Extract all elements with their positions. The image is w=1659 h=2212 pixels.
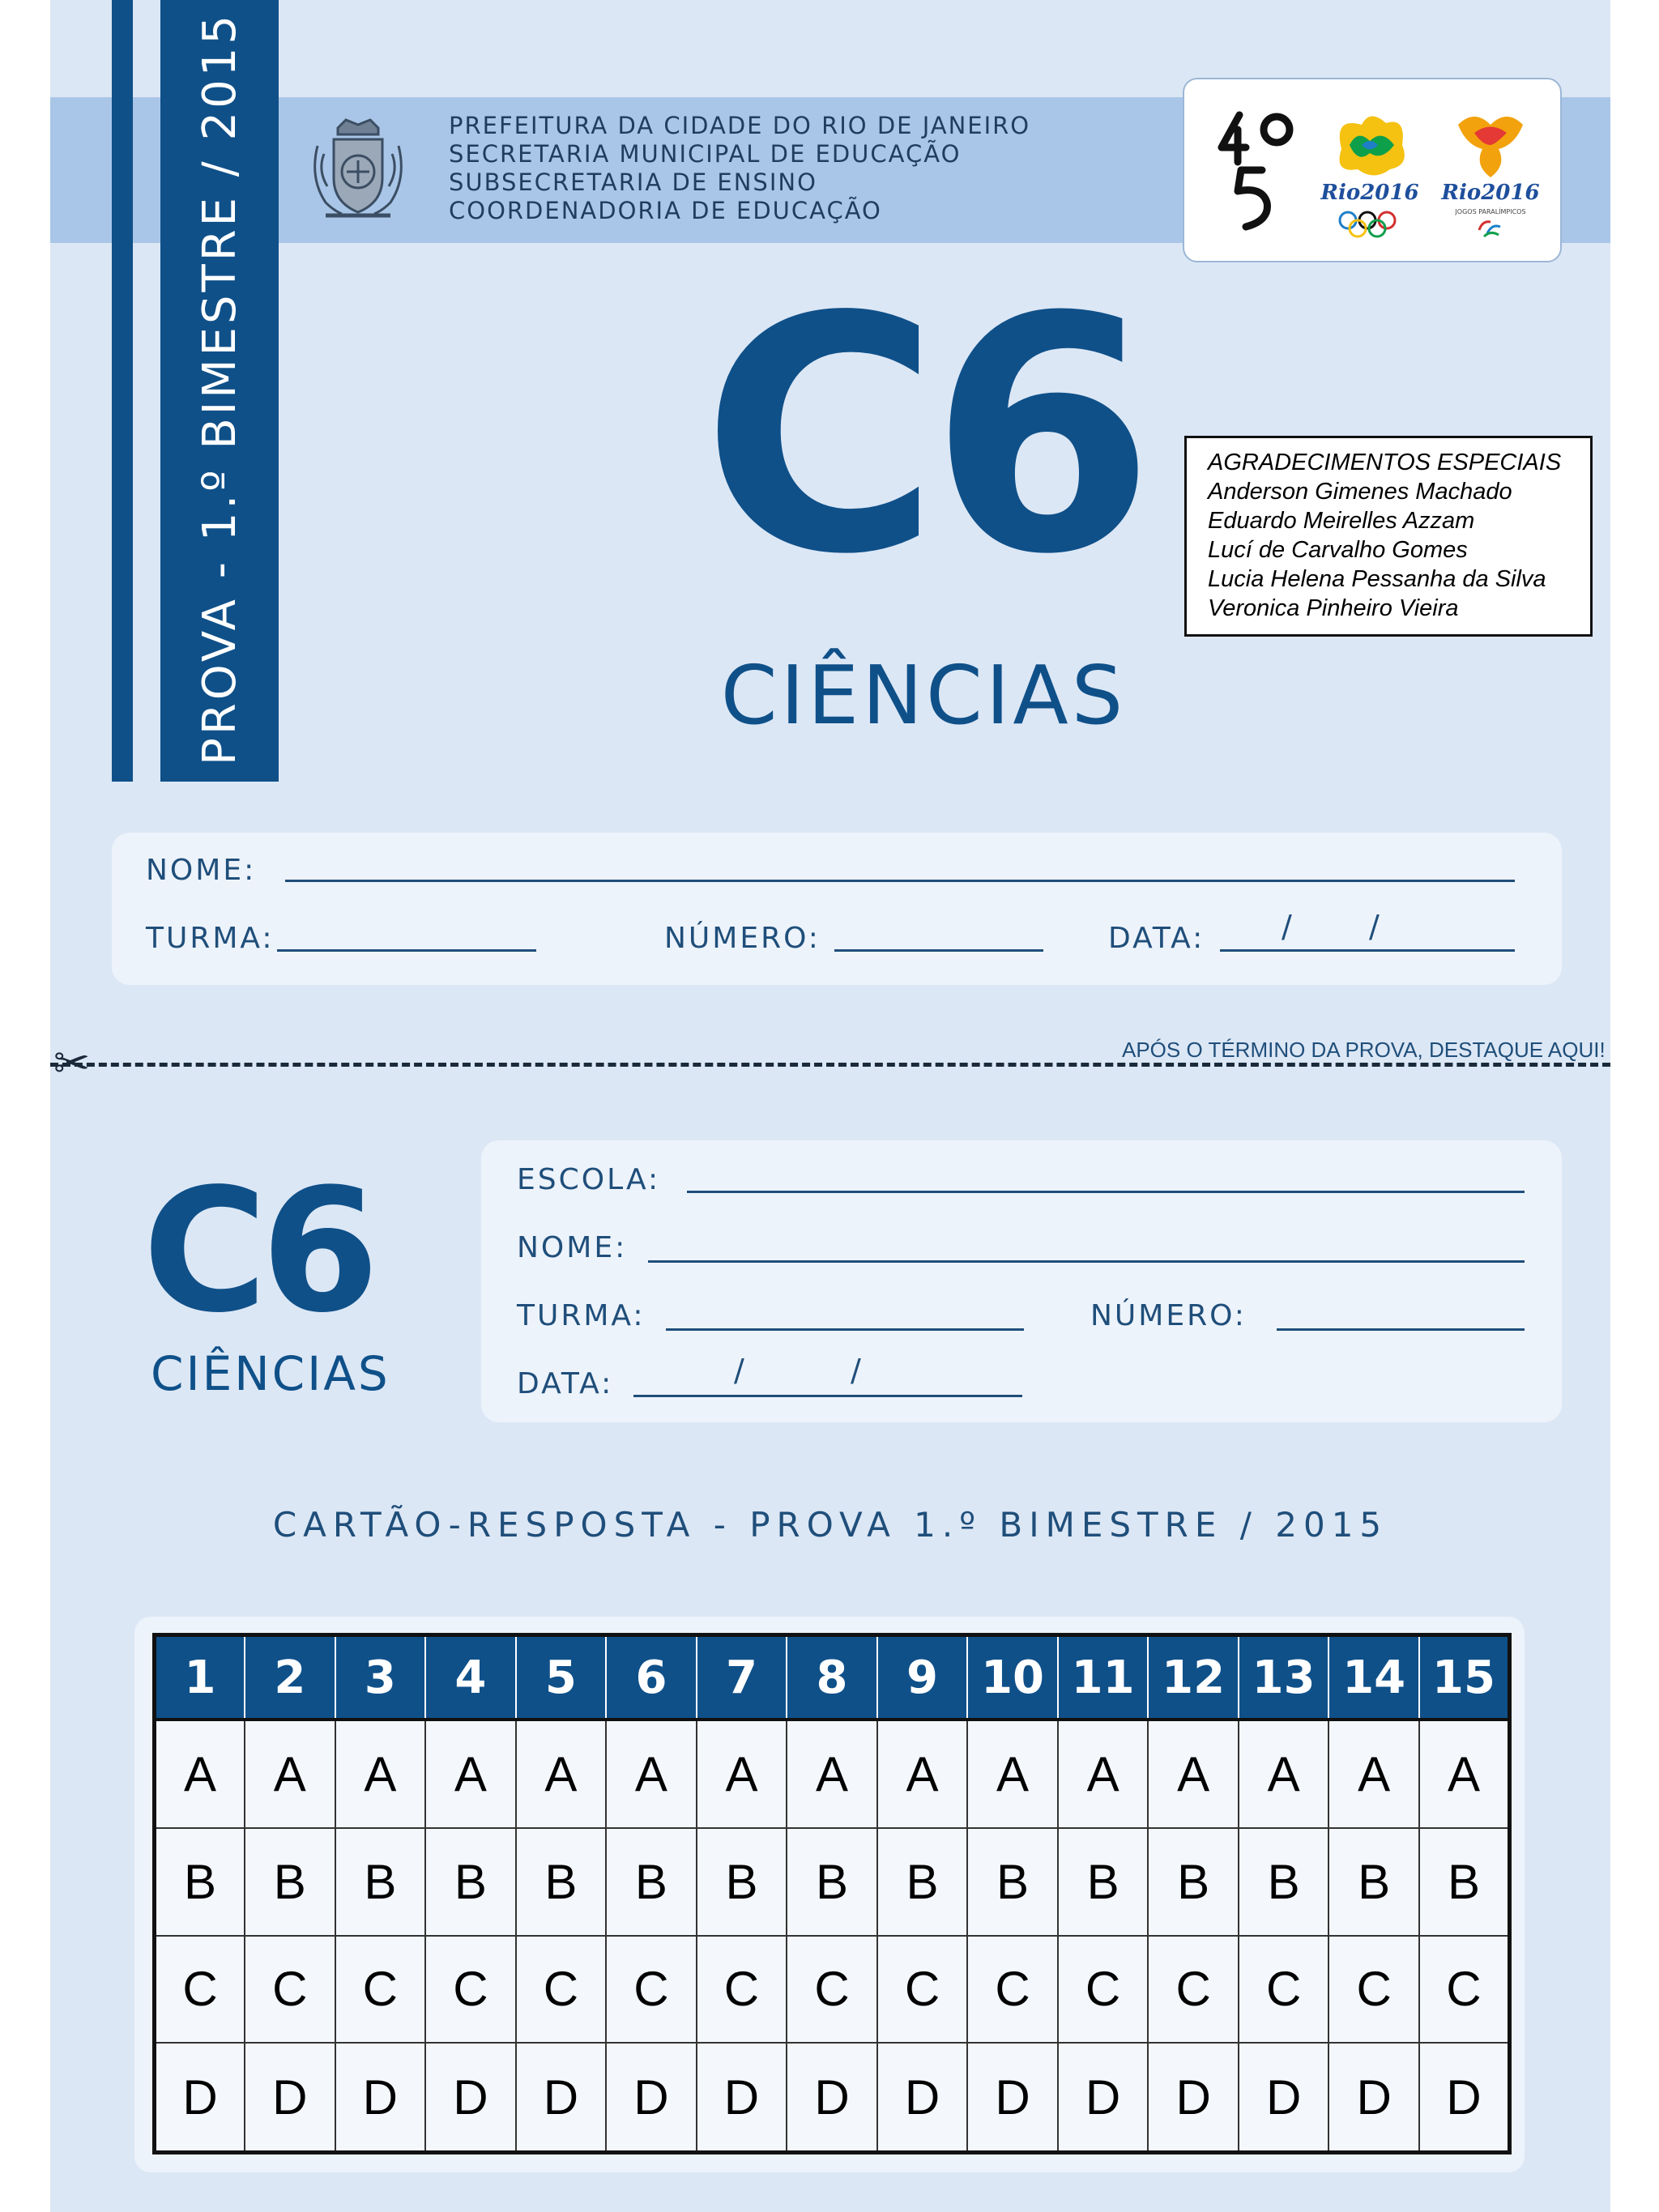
rio2016-paralympic-wordmark: Rio2016: [1441, 181, 1540, 205]
school-label: ESCOLA:: [517, 1163, 661, 1196]
institution-line-3: SUBSECRETARIA DE ENSINO: [449, 168, 817, 196]
acknowledgement-name: Veronica Pinheiro Vieira: [1208, 595, 1459, 621]
rio-450-years-logo: [1213, 105, 1303, 235]
option-row-c: [155, 1936, 1510, 2043]
question-number-13: 13: [1239, 1635, 1329, 1720]
answer-bubble-q14-c[interactable]: C: [1328, 1936, 1419, 2043]
question-number-10: 10: [967, 1635, 1058, 1720]
answer-bubble-q9-b[interactable]: B: [877, 1828, 968, 1935]
number-field[interactable]: [834, 949, 1043, 952]
answer-bubble-q7-a[interactable]: A: [697, 1720, 787, 1828]
name-field[interactable]: [285, 880, 1515, 882]
question-number-7: 7: [697, 1635, 787, 1720]
answer-bubble-q13-c[interactable]: C: [1239, 1936, 1329, 2043]
answer-bubble-q2-d[interactable]: D: [245, 2043, 335, 2152]
institution-block: [449, 112, 1030, 225]
acknowledgement-name: Anderson Gimenes Machado: [1208, 479, 1512, 505]
class-label: TURMA:: [146, 922, 275, 955]
answer-bubble-q7-d[interactable]: D: [697, 2043, 787, 2152]
answer-bubble-q4-a[interactable]: A: [425, 1720, 516, 1828]
rio2016-paralympic-logo: [1434, 100, 1547, 243]
school-field[interactable]: [687, 1191, 1525, 1193]
answer-date-field[interactable]: [633, 1395, 1022, 1397]
answer-bubble-q6-a[interactable]: A: [606, 1720, 697, 1828]
side-stripe: [112, 0, 133, 782]
acknowledgements-box: [1184, 436, 1593, 637]
scissors-icon: ✂: [53, 1038, 91, 1089]
answer-bubble-q13-b[interactable]: B: [1239, 1828, 1329, 1935]
answer-bubble-q4-b[interactable]: B: [425, 1828, 516, 1935]
answer-bubble-q15-d[interactable]: D: [1419, 2043, 1510, 2152]
answer-bubble-q10-a[interactable]: A: [967, 1720, 1058, 1828]
answer-bubble-q10-c[interactable]: C: [967, 1936, 1058, 2043]
question-number-2: 2: [245, 1635, 335, 1720]
question-number-8: 8: [787, 1635, 877, 1720]
answer-bubble-q5-d[interactable]: D: [516, 2043, 607, 2152]
answer-bubble-q4-d[interactable]: D: [425, 2043, 516, 2152]
name-label: NOME:: [146, 854, 257, 887]
date-field[interactable]: [1220, 949, 1515, 952]
question-number-1: 1: [155, 1635, 245, 1720]
answer-class-field[interactable]: [666, 1328, 1024, 1331]
answer-bubble-q14-a[interactable]: A: [1328, 1720, 1419, 1828]
answer-bubble-q5-a[interactable]: A: [516, 1720, 607, 1828]
question-number-5: 5: [516, 1635, 607, 1720]
answer-bubble-q10-d[interactable]: D: [967, 2043, 1058, 2152]
answer-bubble-q14-d[interactable]: D: [1328, 2043, 1419, 2152]
answer-bubble-q1-d[interactable]: D: [155, 2043, 245, 2152]
exam-code: C6: [702, 249, 1145, 625]
answer-name-label: NOME:: [517, 1231, 628, 1264]
answer-bubble-q11-a[interactable]: A: [1058, 1720, 1149, 1828]
answer-bubble-q9-c[interactable]: C: [877, 1936, 968, 2043]
answer-bubble-q15-b[interactable]: B: [1419, 1828, 1510, 1935]
answer-bubble-q7-c[interactable]: C: [697, 1936, 787, 2043]
date-separator: /: [851, 1353, 861, 1388]
side-band-text: PROVA - 1.º BIMESTRE / 2015: [193, 12, 246, 765]
answer-options: [155, 1720, 1510, 2153]
answer-bubble-q11-d[interactable]: D: [1058, 2043, 1149, 2152]
city-coat-of-arms-logo: [301, 113, 415, 227]
side-band-label: [159, 0, 280, 765]
question-number-12: 12: [1148, 1635, 1239, 1720]
answer-bubble-q12-a[interactable]: A: [1148, 1720, 1239, 1828]
answer-sheet-code: C6: [143, 1152, 373, 1350]
answer-bubble-q9-d[interactable]: D: [877, 2043, 968, 2152]
acknowledgement-name: Lucí de Carvalho Gomes: [1208, 537, 1468, 563]
answer-bubble-q12-b[interactable]: B: [1148, 1828, 1239, 1935]
answer-bubble-q12-c[interactable]: C: [1148, 1936, 1239, 2043]
answer-card-title: CARTÃO-RESPOSTA - PROVA 1.º BIMESTRE / 2015: [272, 1505, 1388, 1545]
rio2016-olympic-logo: [1317, 100, 1422, 243]
answer-bubble-q3-a[interactable]: A: [335, 1720, 426, 1828]
option-row-d: [155, 2043, 1510, 2152]
acknowledgement-name: Lucia Helena Pessanha da Silva: [1208, 566, 1546, 592]
answer-bubble-q15-c[interactable]: C: [1419, 1936, 1510, 2043]
question-number-11: 11: [1058, 1635, 1149, 1720]
question-number-14: 14: [1328, 1635, 1419, 1720]
paralympic-caption: JOGOS PARALÍMPICOS: [1455, 208, 1526, 215]
question-number-9: 9: [877, 1635, 968, 1720]
rio2016-olympic-wordmark: Rio2016: [1320, 181, 1419, 205]
date-separator: /: [734, 1353, 744, 1388]
answer-bubble-q2-c[interactable]: C: [245, 1936, 335, 2043]
student-info-panel: [112, 833, 1562, 985]
question-number-6: 6: [606, 1635, 697, 1720]
answer-number-field[interactable]: [1277, 1328, 1525, 1331]
institution-line-2: SECRETARIA MUNICIPAL DE EDUCAÇÃO: [449, 140, 962, 168]
answer-bubble-q6-c[interactable]: C: [606, 1936, 697, 2043]
answer-bubble-q11-b[interactable]: B: [1058, 1828, 1149, 1935]
answer-bubble-q15-a[interactable]: A: [1419, 1720, 1510, 1828]
number-label: NÚMERO:: [664, 922, 821, 955]
answer-bubble-q4-c[interactable]: C: [425, 1936, 516, 2043]
question-number-15: 15: [1419, 1635, 1510, 1720]
answer-number-label: NÚMERO:: [1090, 1299, 1247, 1332]
answer-sheet-subject: CIÊNCIAS: [151, 1346, 390, 1401]
answer-bubble-q2-b[interactable]: B: [245, 1828, 335, 1935]
answer-bubble-q13-d[interactable]: D: [1239, 2043, 1329, 2152]
answer-bubble-q8-d[interactable]: D: [787, 2043, 877, 2152]
answer-bubble-q7-b[interactable]: B: [697, 1828, 787, 1935]
answer-bubble-q9-a[interactable]: A: [877, 1720, 968, 1828]
answer-bubble-q5-b[interactable]: B: [516, 1828, 607, 1935]
answer-bubble-q3-b[interactable]: B: [335, 1828, 426, 1935]
answer-bubble-q8-c[interactable]: C: [787, 1936, 877, 2043]
acknowledgement-name: Eduardo Meirelles Azzam: [1208, 508, 1475, 534]
detach-instruction: APÓS O TÉRMINO DA PROVA, DESTAQUE AQUI!: [1122, 1038, 1606, 1062]
answer-bubble-q1-a[interactable]: A: [155, 1720, 245, 1828]
answer-name-field[interactable]: [648, 1260, 1525, 1263]
institution-line-4: COORDENADORIA DE EDUCAÇÃO: [449, 197, 882, 224]
answer-bubble-q6-b[interactable]: B: [606, 1828, 697, 1935]
cut-dashed-line: [50, 1063, 1610, 1067]
answer-bubble-q10-b[interactable]: B: [967, 1828, 1058, 1935]
answer-bubble-q6-d[interactable]: D: [606, 2043, 697, 2152]
answer-bubble-q14-b[interactable]: B: [1328, 1828, 1419, 1935]
answer-bubble-q1-b[interactable]: B: [155, 1828, 245, 1935]
option-row-a: [155, 1720, 1510, 1828]
answer-bubble-q12-d[interactable]: D: [1148, 2043, 1239, 2152]
institution-line-1: PREFEITURA DA CIDADE DO RIO DE JANEIRO: [449, 112, 1031, 139]
answer-bubble-q2-a[interactable]: A: [245, 1720, 335, 1828]
answer-bubble-q11-c[interactable]: C: [1058, 1936, 1149, 2043]
answer-bubble-q8-a[interactable]: A: [787, 1720, 877, 1828]
date-separator: /: [1282, 909, 1292, 944]
answer-date-label: DATA:: [517, 1367, 614, 1400]
answer-bubble-q13-a[interactable]: A: [1239, 1720, 1329, 1828]
answer-grid: [152, 1633, 1512, 2154]
subject-title: CIÊNCIAS: [720, 648, 1127, 743]
answer-bubble-q3-c[interactable]: C: [335, 1936, 426, 2043]
answer-bubble-q5-c[interactable]: C: [516, 1936, 607, 2043]
date-label: DATA:: [1108, 922, 1205, 955]
question-number-row: [155, 1635, 1510, 1720]
option-row-b: [155, 1828, 1510, 1935]
answer-class-label: TURMA:: [517, 1299, 646, 1332]
answer-bubble-q3-d[interactable]: D: [335, 2043, 426, 2152]
date-separator: /: [1369, 909, 1380, 944]
answer-bubble-q8-b[interactable]: B: [787, 1828, 877, 1935]
acknowledgements-title: AGRADECIMENTOS ESPECIAIS: [1208, 450, 1562, 475]
class-field[interactable]: [277, 949, 536, 952]
question-number-4: 4: [425, 1635, 516, 1720]
question-number-3: 3: [335, 1635, 426, 1720]
answer-bubble-q1-c[interactable]: C: [155, 1936, 245, 2043]
